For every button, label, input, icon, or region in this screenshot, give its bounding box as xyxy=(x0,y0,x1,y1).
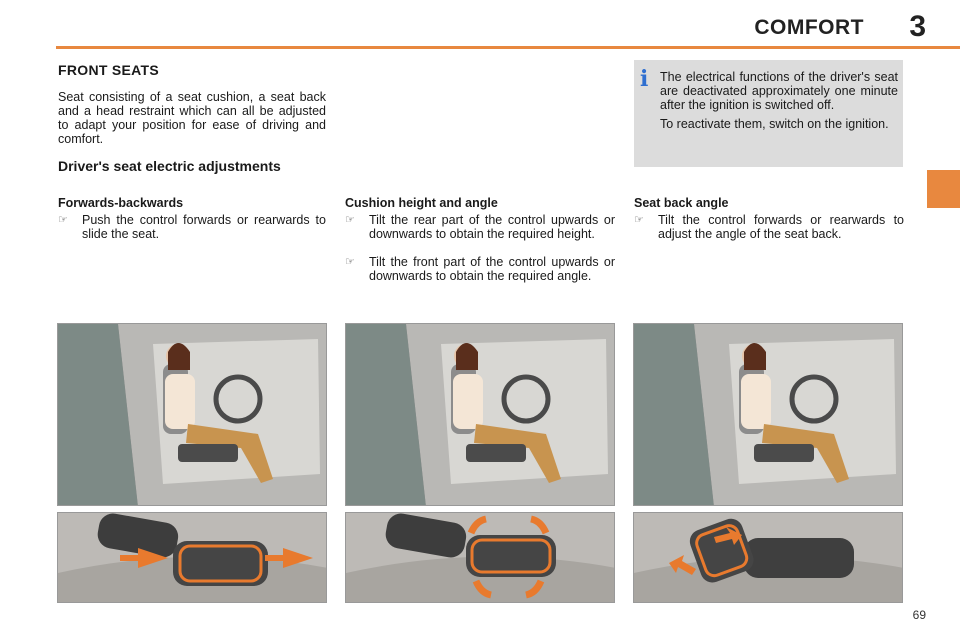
bullet-item xyxy=(58,213,326,241)
seat-illustration-forwards-backwards xyxy=(57,323,327,506)
bullet-text: Tilt the front part of the control upwards or downwards to obtain the required angle. xyxy=(369,255,615,283)
bullet-item xyxy=(345,255,615,283)
hand-pointer-icon: ☞ xyxy=(345,214,355,226)
info-paragraph: To reactivate them, switch on the ignition. xyxy=(660,117,889,131)
heading-seat-back-angle: Seat back angle xyxy=(634,196,729,210)
subsection-title: Driver's seat electric adjustments xyxy=(58,158,281,174)
chapter-number: 3 xyxy=(909,10,926,43)
control-closeup-forwards-backwards xyxy=(57,512,327,603)
bullet-item xyxy=(634,213,904,241)
info-text xyxy=(660,70,898,136)
control-closeup-seat-back xyxy=(633,512,903,603)
section-title: FRONT SEATS xyxy=(58,62,160,78)
info-paragraph: The electrical functions of the driver's seat are deactivated approximately one minute after the ignition is switched off. xyxy=(660,70,898,112)
hand-pointer-icon: ☞ xyxy=(634,214,644,226)
hand-pointer-icon: ☞ xyxy=(58,214,68,226)
bullet-text: Push the control forwards or rearwards to slide the seat. xyxy=(82,213,326,241)
heading-cushion-height-angle: Cushion height and angle xyxy=(345,196,498,210)
control-closeup-cushion xyxy=(345,512,615,603)
info-icon: i xyxy=(640,66,649,92)
bullet-text: Tilt the rear part of the control upwards or downwards to obtain the required height. xyxy=(369,213,615,241)
bullet-text: Tilt the control forwards or rearwards to adjust the angle of the seat back. xyxy=(658,213,904,241)
page-number: 69 xyxy=(912,608,926,622)
intro-paragraph: Seat consisting of a seat cushion, a seat back and a head restraint which can all be adjusted to adapt your position for ease of driving and comfort. xyxy=(58,90,326,146)
bullet-item xyxy=(345,213,615,241)
chapter-tab[interactable] xyxy=(927,170,960,208)
seat-illustration-cushion xyxy=(345,323,615,506)
header-rule xyxy=(56,46,960,49)
hand-pointer-icon: ☞ xyxy=(345,256,355,268)
seat-illustration-seat-back xyxy=(633,323,903,506)
heading-forwards-backwards: Forwards-backwards xyxy=(58,196,184,210)
chapter-title: COMFORT xyxy=(754,16,864,39)
